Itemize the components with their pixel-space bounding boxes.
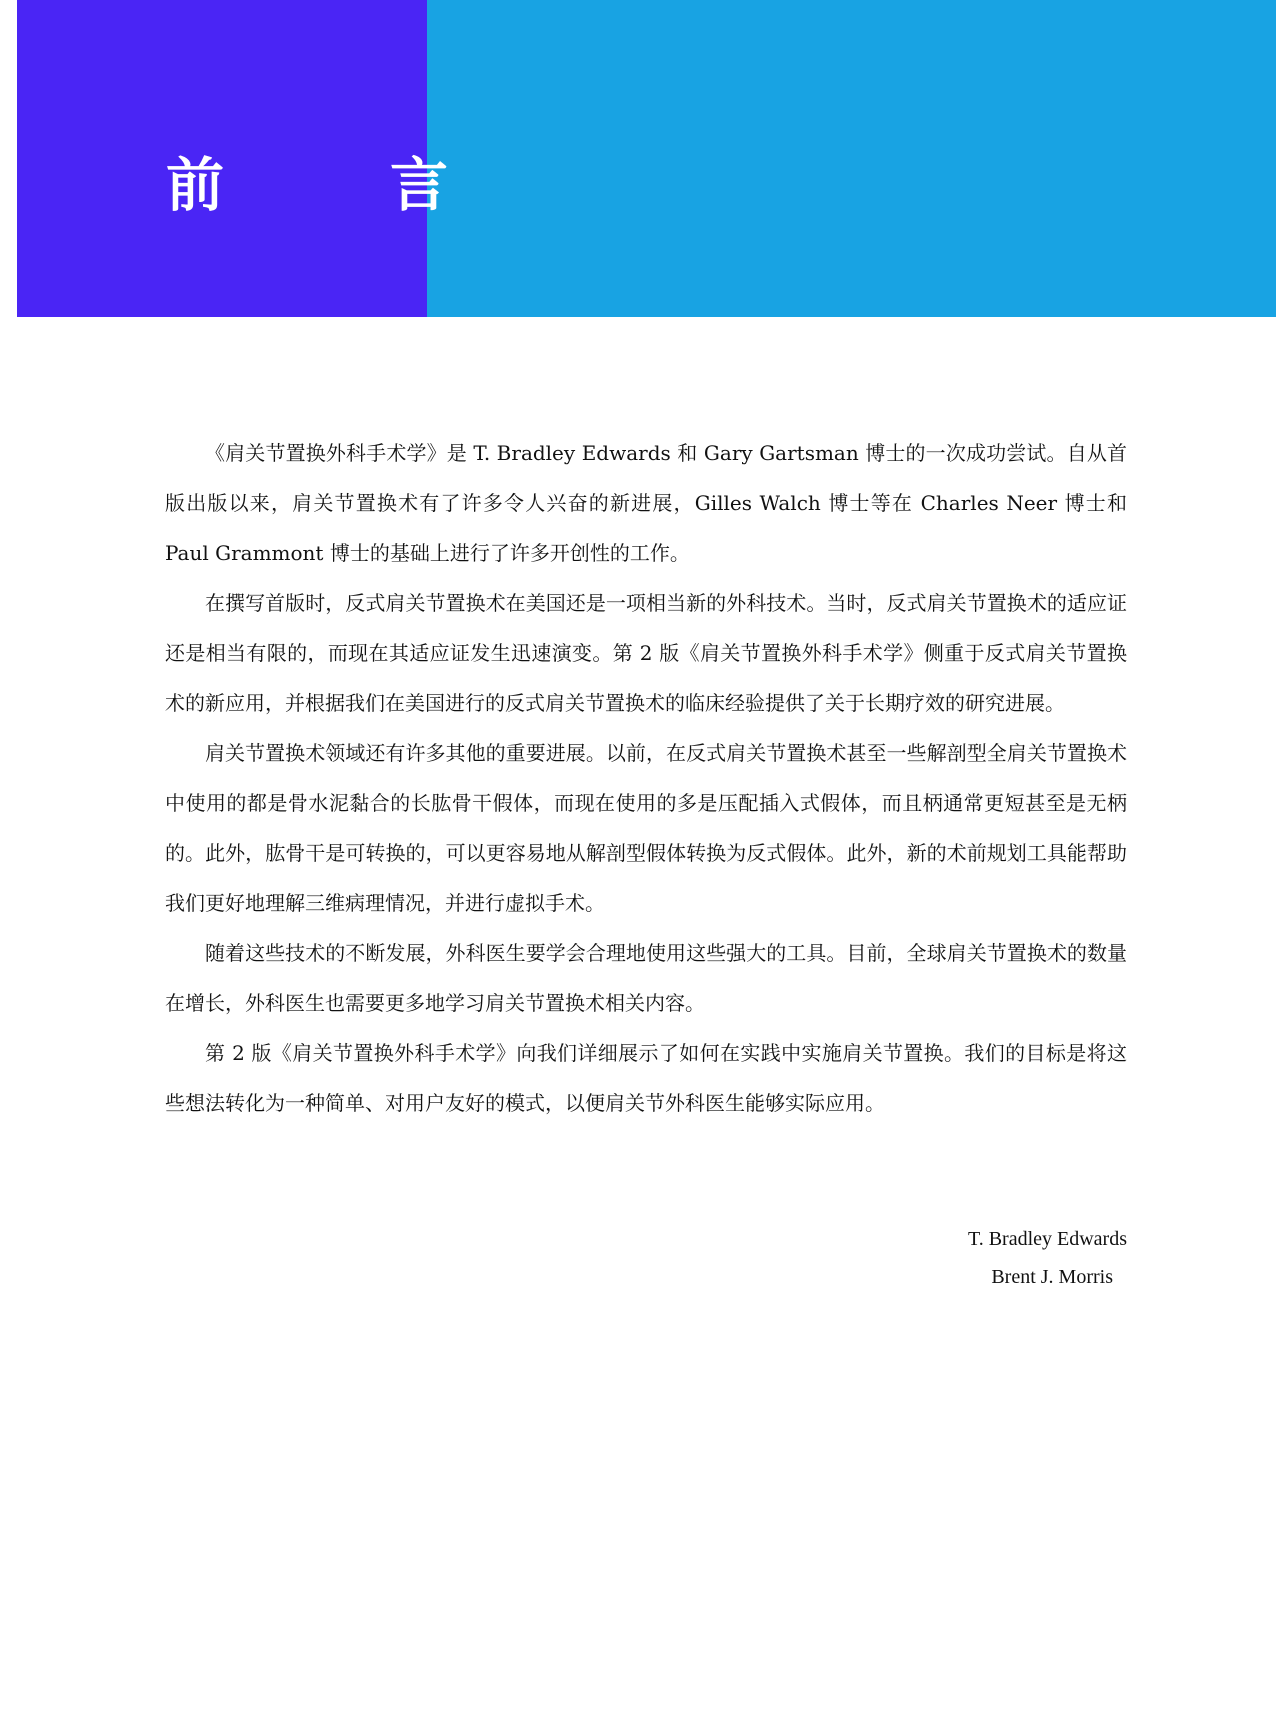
preface-paragraph-4: 随着这些技术的不断发展，外科医生要学会合理地使用这些强大的工具。目前，全球肩关节置换术的数量在增长，外科医生也需要更多地学习肩关节置换术相关内容。 <box>165 941 1127 1015</box>
page-title: 前 言 <box>166 151 503 219</box>
author-name: Brent J. Morris <box>991 1266 1113 1288</box>
author-name: T. Bradley Edwards <box>967 1228 1127 1250</box>
header-right-block <box>427 0 1276 317</box>
preface-paragraph-3: 肩关节置换术领域还有许多其他的重要进展。以前，在反式肩关节置换术甚至一些解剖型全肩关节置换术中使用的都是骨水泥黏合的长肱骨干假体，而现在使用的多是压配插入式假体，而且柄通常更短甚至是无柄的。此外，肱骨干是可转换的，可以更容易地从解剖型假体转换为反式假体。此外，新的术前规划工具能帮助我们更好地理解三维病理情况，并进行虚拟手术。 <box>165 741 1127 915</box>
preface-paragraph-2: 在撰写首版时，反式肩关节置换术在美国还是一项相当新的外科技术。当时，反式肩关节置换术的适应证还是相当有限的，而现在其适应证发生迅速演变。第 2 版《肩关节置换外科手术学》侧重于反式肩关节置换术的新应用，并根据我们在美国进行的反式肩关节置换术的临床经验提供了关于长期疗效的研究进展。 <box>165 591 1127 715</box>
preface-paragraph-5: 第 2 版《肩关节置换外科手术学》向我们详细展示了如何在实践中实施肩关节置换。我们的目标是将这些想法转化为一种简单、对用户友好的模式，以便肩关节外科医生能够实际应用。 <box>165 1041 1127 1115</box>
preface-paragraph-1: 《肩关节置换外科手术学》是 T. Bradley Edwards 和 Gary Gartsman 博士的一次成功尝试。自从首版出版以来，肩关节置换术有了许多令人兴奋的新进展，Gilles Walch 博士等在 Charles Neer 博士和 Paul Grammont 博士的基础上进行了许多开创性的工作。 <box>165 441 1127 565</box>
preface-body <box>165 428 1127 1128</box>
author-signature <box>700 1220 1127 1296</box>
